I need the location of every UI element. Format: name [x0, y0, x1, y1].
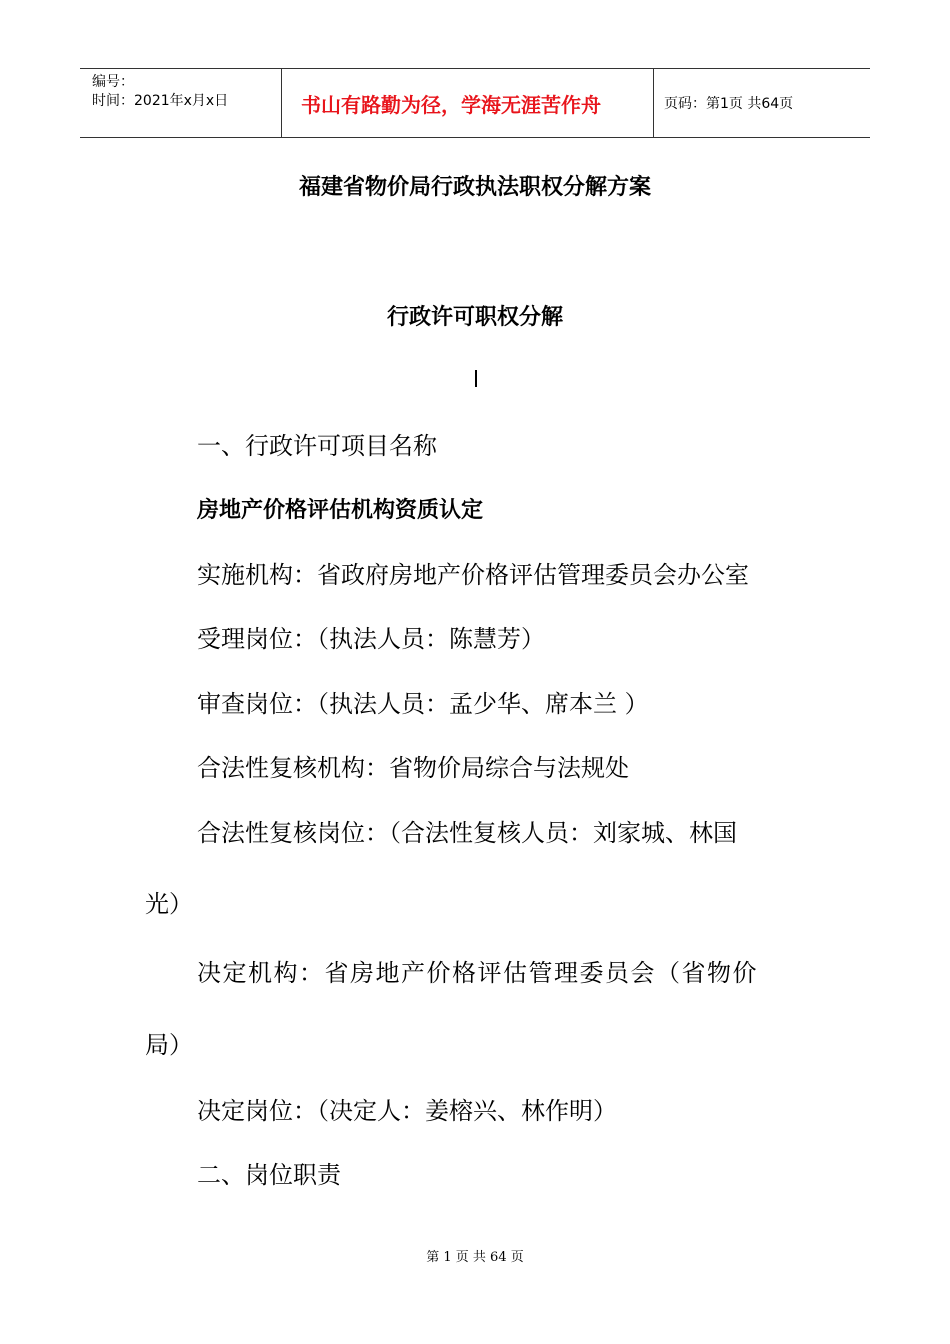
body-line-item-name: 房地产价格评估机构资质认定 — [197, 498, 484, 523]
body-line-post-duties: 二、岗位职责 — [197, 1161, 341, 1189]
text-cursor-mark — [475, 370, 477, 387]
body-line-item-name-heading: 一、行政许可项目名称 — [197, 432, 437, 460]
page-info: 页码：第1页 共64页 — [664, 96, 794, 112]
motto-text: 书山有路勤为径，学海无涯苦作舟 — [301, 92, 601, 117]
body-line-review-post: 审查岗位：（执法人员：孟少华、席本兰 ） — [197, 690, 649, 718]
body-line-decision-agency-cont: 局） — [145, 1031, 193, 1059]
time-label: 时间：2021年x月x日 — [92, 93, 229, 109]
header-motto-cell — [282, 69, 654, 137]
body-line-legality-review-agency: 合法性复核机构：省物价局综合与法规处 — [197, 754, 629, 782]
body-line-acceptance-post: 受理岗位：（执法人员：陈慧芳） — [197, 625, 545, 653]
section-title: 行政许可职权分解 — [386, 305, 563, 330]
page-footer: 第 1 页 共 64 页 — [426, 1250, 524, 1265]
header-page-cell — [654, 69, 870, 137]
document-title: 福建省物价局行政执法职权分解方案 — [298, 175, 651, 200]
body-line-decision-agency: 决定机构：省房地产价格评估管理委员会（省物价 — [197, 959, 758, 987]
body-line-legality-review-post: 合法性复核岗位：（合法性复核人员：刘家城、林国 — [197, 819, 737, 847]
body-line-decision-post: 决定岗位：（决定人：姜榕兴、林作明） — [197, 1097, 617, 1125]
document-header — [80, 68, 870, 138]
code-label: 编号： — [92, 74, 134, 90]
body-line-implementing-agency: 实施机构：省政府房地产价格评估管理委员会办公室 — [197, 561, 749, 589]
body-line-legality-review-post-cont: 光） — [145, 890, 193, 918]
header-meta-cell — [80, 69, 282, 137]
